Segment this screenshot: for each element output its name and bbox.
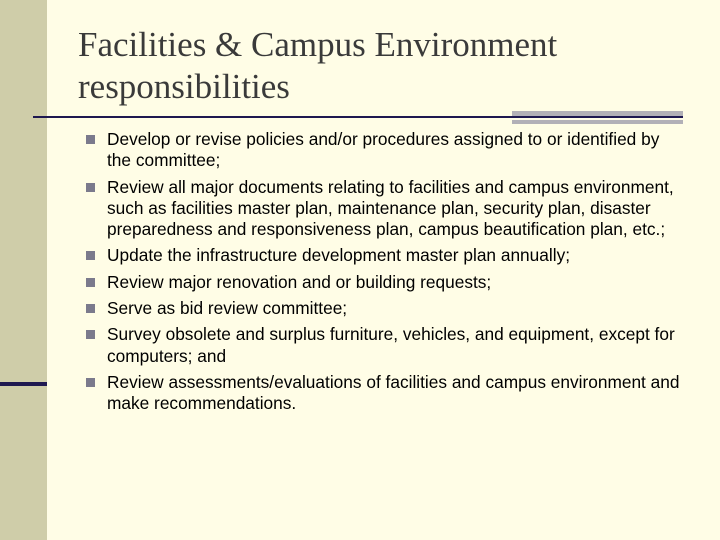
- square-bullet-icon: [86, 135, 95, 144]
- side-accent-bar: [0, 382, 47, 386]
- bullet-text: Develop or revise policies and/or procedures assigned to or identified by the committee;: [107, 129, 660, 171]
- square-bullet-icon: [86, 304, 95, 313]
- bullet-item: [86, 245, 686, 266]
- bullet-item: [86, 129, 686, 172]
- bullet-item: [86, 372, 686, 415]
- bullet-item: [86, 324, 686, 367]
- bullet-text: Survey obsolete and surplus furniture, vehicles, and equipment, except for computers; and: [107, 324, 675, 366]
- bullet-text: Serve as bid review committee;: [107, 298, 348, 319]
- slide-title: Facilities & Campus Environment responsibilities: [78, 25, 558, 106]
- bullet-list: [86, 129, 686, 420]
- square-bullet-icon: [86, 183, 95, 192]
- title-divider-accent-bottom: [512, 120, 683, 124]
- title-divider-accent-top: [512, 111, 683, 116]
- square-bullet-icon: [86, 251, 95, 260]
- square-bullet-icon: [86, 378, 95, 387]
- square-bullet-icon: [86, 278, 95, 287]
- bullet-item: [86, 177, 686, 241]
- bullet-text: Review major renovation and or building requests;: [107, 271, 492, 292]
- bullet-text: Review assessments/evaluations of facilities and campus environment and make recommendations.: [107, 371, 680, 414]
- bullet-text: Review all major documents relating to facilities and campus environment, such as facilities master plan, maintenance plan, security plan, disaster preparedness and responsiveness plan, campus beautification plan, etc.;: [107, 176, 674, 240]
- bullet-text: Update the infrastructure development master plan annually;: [107, 245, 571, 266]
- square-bullet-icon: [86, 330, 95, 339]
- bullet-item: [86, 298, 686, 319]
- side-decor-strip: [0, 0, 47, 540]
- title-divider: [33, 116, 683, 118]
- bullet-item: [86, 272, 686, 293]
